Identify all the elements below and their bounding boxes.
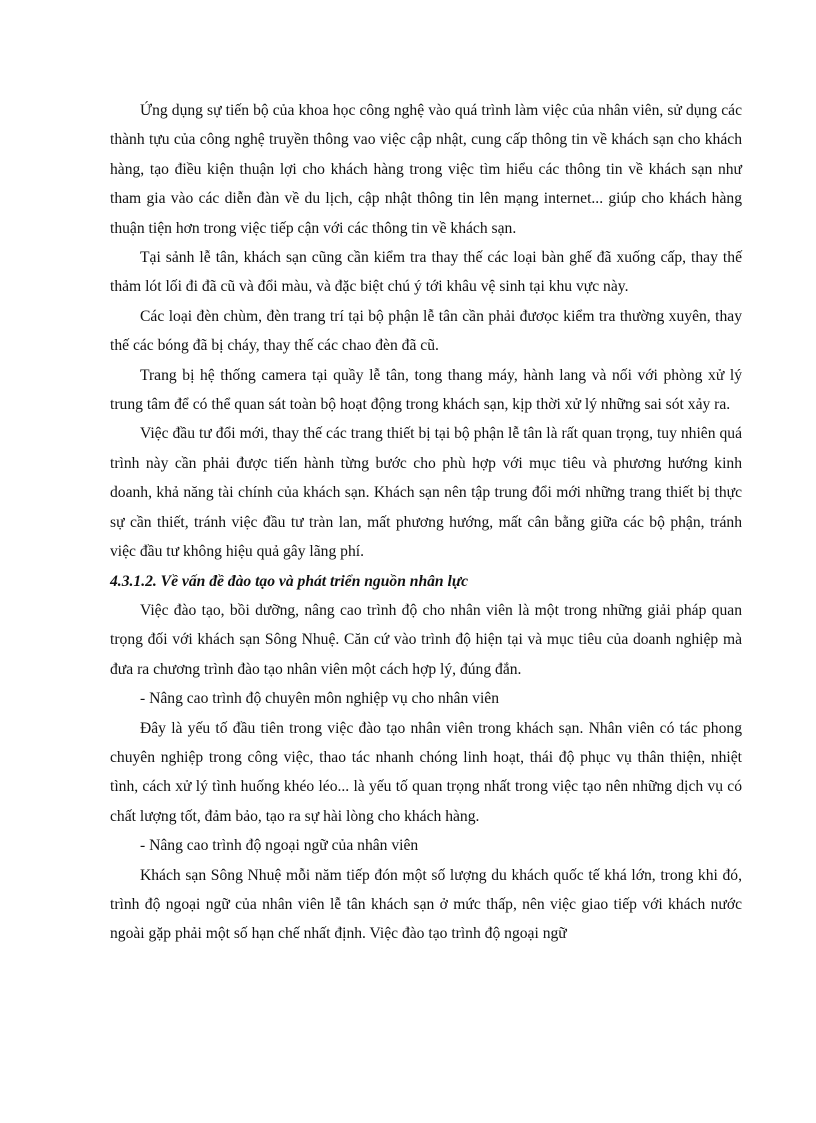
paragraph-camera: Trang bị hệ thống camera tại quầy lễ tân, tong thang máy, hành lang và nối với phòng xử lý trung tâm để có thể quan sát toàn bộ hoạt động trong khách sạn, kịp thời xử lý những sai sót xảy ra.: [110, 366, 742, 414]
paragraph-lighting: Các loại đèn chùm, đèn trang trí tại bộ phận lễ tân cần phải đươọc kiểm tra thường xuyên, thay thế các bóng đã bị cháy, thay thế các chao đèn đã cũ.: [110, 307, 742, 355]
paragraph-training-intro: Việc đào tạo, bồi dưỡng, nâng cao trình độ cho nhân viên là một trong những giải pháp quan trọng đối với khách sạn Sông Nhuệ. Căn cứ vào trình độ hiện tại và mục tiêu của doanh nghiệp mà đưa ra chương trình đào tạo nhân viên một cách hợp lý, đúng đắn.: [110, 601, 742, 678]
paragraph-investment: Việc đầu tư đổi mới, thay thế các trang thiết bị tại bộ phận lễ tân là rất quan trọng, tuy nhiên quá trình này cần phải được tiến hành từng bước cho phù hợp với mục tiêu và phương hướng kinh doanh, khả năng tài chính của khách sạn. Khách sạn nên tập trung đổi mới những trang thiết bị thực sự cần thiết, tránh việc đầu tư tràn lan, mất phương hướng, mất cân bằng giữa các bộ phận, tránh việc đầu tư không hiệu quả gây lãng phí.: [110, 425, 742, 561]
paragraph-professional-skills: Đây là yếu tố đầu tiên trong việc đào tạo nhân viên trong khách sạn. Nhân viên có tác phong chuyên nghiệp trong công việc, thao tác nhanh chóng linh hoạt, thái độ phục vụ thân thiện, nhiệt tình, cách xử lý tình huống khéo léo... là yếu tố quan trọng nhất trong việc tạo nên những dịch vụ có chất lượng tốt, đảm bảo, tạo ra sự hài lòng cho khách hàng.: [110, 719, 742, 825]
paragraph-lobby: Tại sảnh lễ tân, khách sạn cũng cần kiểm tra thay thế các loại bàn ghế đã xuống cấp, thay thế thảm lót lối đi đã cũ và đổi màu, và đặc biệt chú ý tới khâu vệ sinh tại khu vực này.: [110, 249, 742, 296]
section-heading: 4.3.1.2. Về vấn đề đào tạo và phát triển nguồn nhân lực: [110, 572, 469, 590]
list-item-professional-skills: - Nâng cao trình độ chuyên môn nghiệp vụ cho nhân viên: [140, 690, 499, 708]
document-page: [110, 96, 742, 949]
paragraph-technology: Ứng dụng sự tiến bộ của khoa học công nghệ vào quá trình làm việc của nhân viên, sử dụng các thành tựu của công nghệ truyền thông vao việc cập nhật, cung cấp thông tin về khách sạn cho khách hàng, tạo điều kiện thuận lợi cho khách hàng trong việc tìm hiểu các thông tin về khách sạn như tham gia vào các diễn đàn về du lịch, cập nhật thông tin lên mạng internet... giúp cho khách hàng thuận tiện hơn trong việc tiếp cận với các thông tin về khách sạn.: [110, 102, 742, 237]
paragraph-foreign-language: Khách sạn Sông Nhuệ mỗi năm tiếp đón một số lượng du khách quốc tế khá lớn, trong khi đó, trình độ ngoại ngữ của nhân viên lễ tân khách sạn ở mức thấp, nên việc giao tiếp với khách nước ngoài gặp phải một số hạn chế nhất định. Việc đào tạo trình độ ngoại ngữ: [110, 866, 742, 943]
list-item-foreign-language: - Nâng cao trình độ ngoại ngữ của nhân viên: [140, 837, 419, 855]
